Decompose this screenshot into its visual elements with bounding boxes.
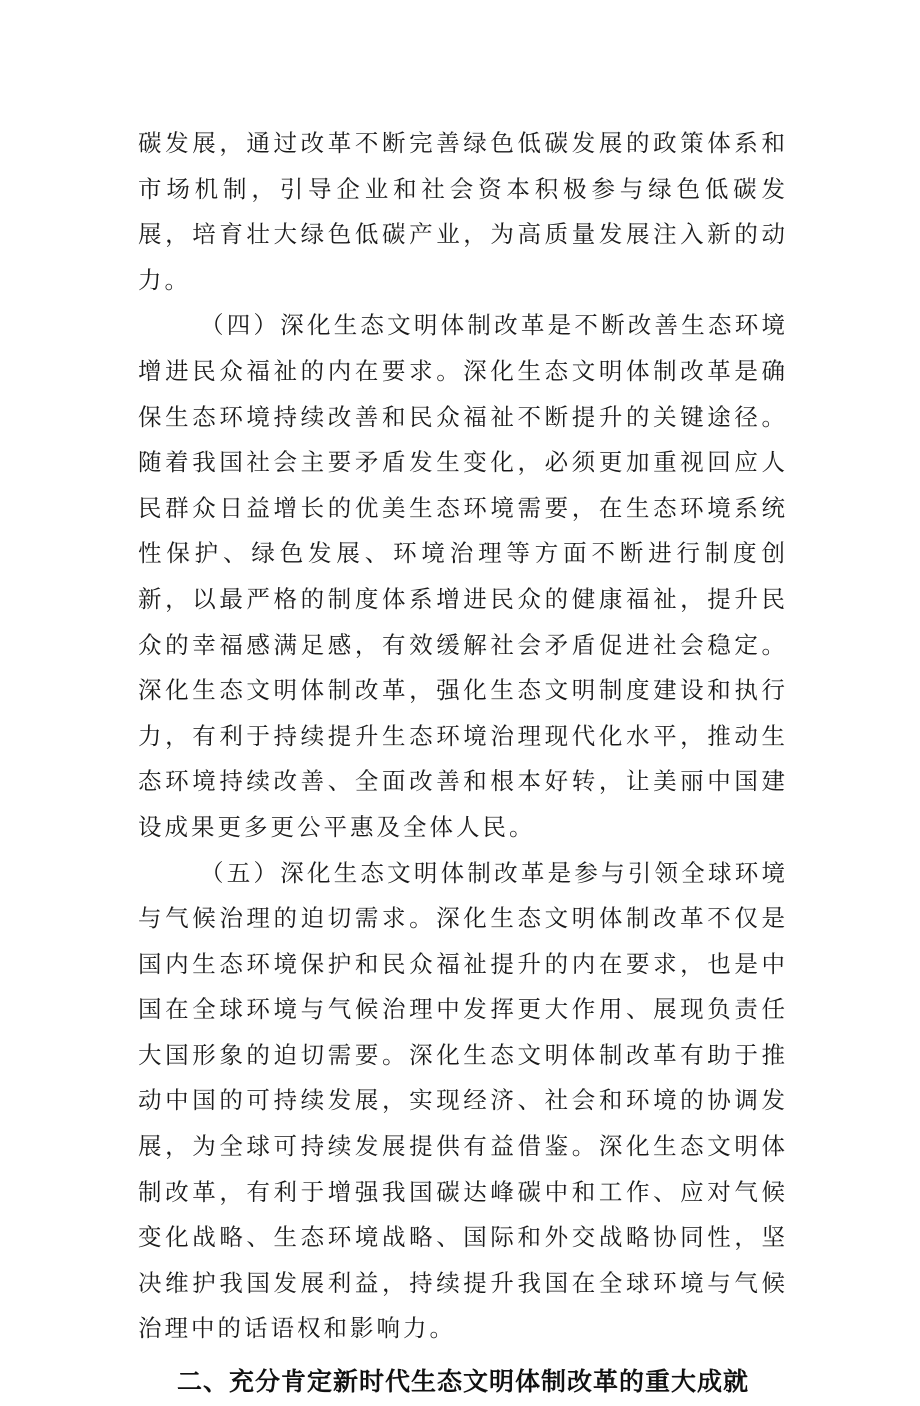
paragraph-section-four: （四）深化生态文明体制改革是不断改善生态环境增进民众福祉的内在要求。深化生态文明体制改革是确保生态环境持续改善和民众福祉不断提升的关键途径。随着我国社会主要矛盾发生变化，必须更加重视回应人民群众日益增长的优美生态环境需要，在生态环境系统性保护、绿色发展、环境治理等方面不断进行制度创新，以最严格的制度体系增进民众的健康福祉，提升民众的幸福感满足感，有效缓解社会矛盾促进社会稳定。深化生态文明体制改革，强化生态文明制度建设和执行力，有利于持续提升生态环境治理现代化水平，推动生态环境持续改善、全面改善和根本好转，让美丽中国建设成果更多更公平惠及全体人民。 <box>138 311 788 841</box>
paragraph-section-five: （五）深化生态文明体制改革是参与引领全球环境与气候治理的迫切需求。深化生态文明体制改革不仅是国内生态环境保护和民众福祉提升的内在要求，也是中国在全球环境与气候治理中发挥更大作用、展现负责任大国形象的迫切需要。深化生态文明体制改革有助于推动中国的可持续发展，实现经济、社会和环境的协调发展，为全球可持续发展提供有益借鉴。深化生态文明体制改革，有利于增强我国碳达峰碳中和工作、应对气候变化战略、生态环境战略、国际和外交战略协同性，坚决维护我国发展利益，持续提升我国在全球环境与气候治理中的话语权和影响力。 <box>138 858 788 1343</box>
paragraph-continuation: 碳发展，通过改革不断完善绿色低碳发展的政策体系和市场机制，引导企业和社会资本积极参与绿色低碳发展，培育壮大绿色低碳产业，为高质量发展注入新的动力。 <box>138 129 788 294</box>
document-page <box>138 121 788 1406</box>
section-heading: 二、充分肯定新时代生态文明体制改革的重大成就 <box>176 1367 749 1397</box>
